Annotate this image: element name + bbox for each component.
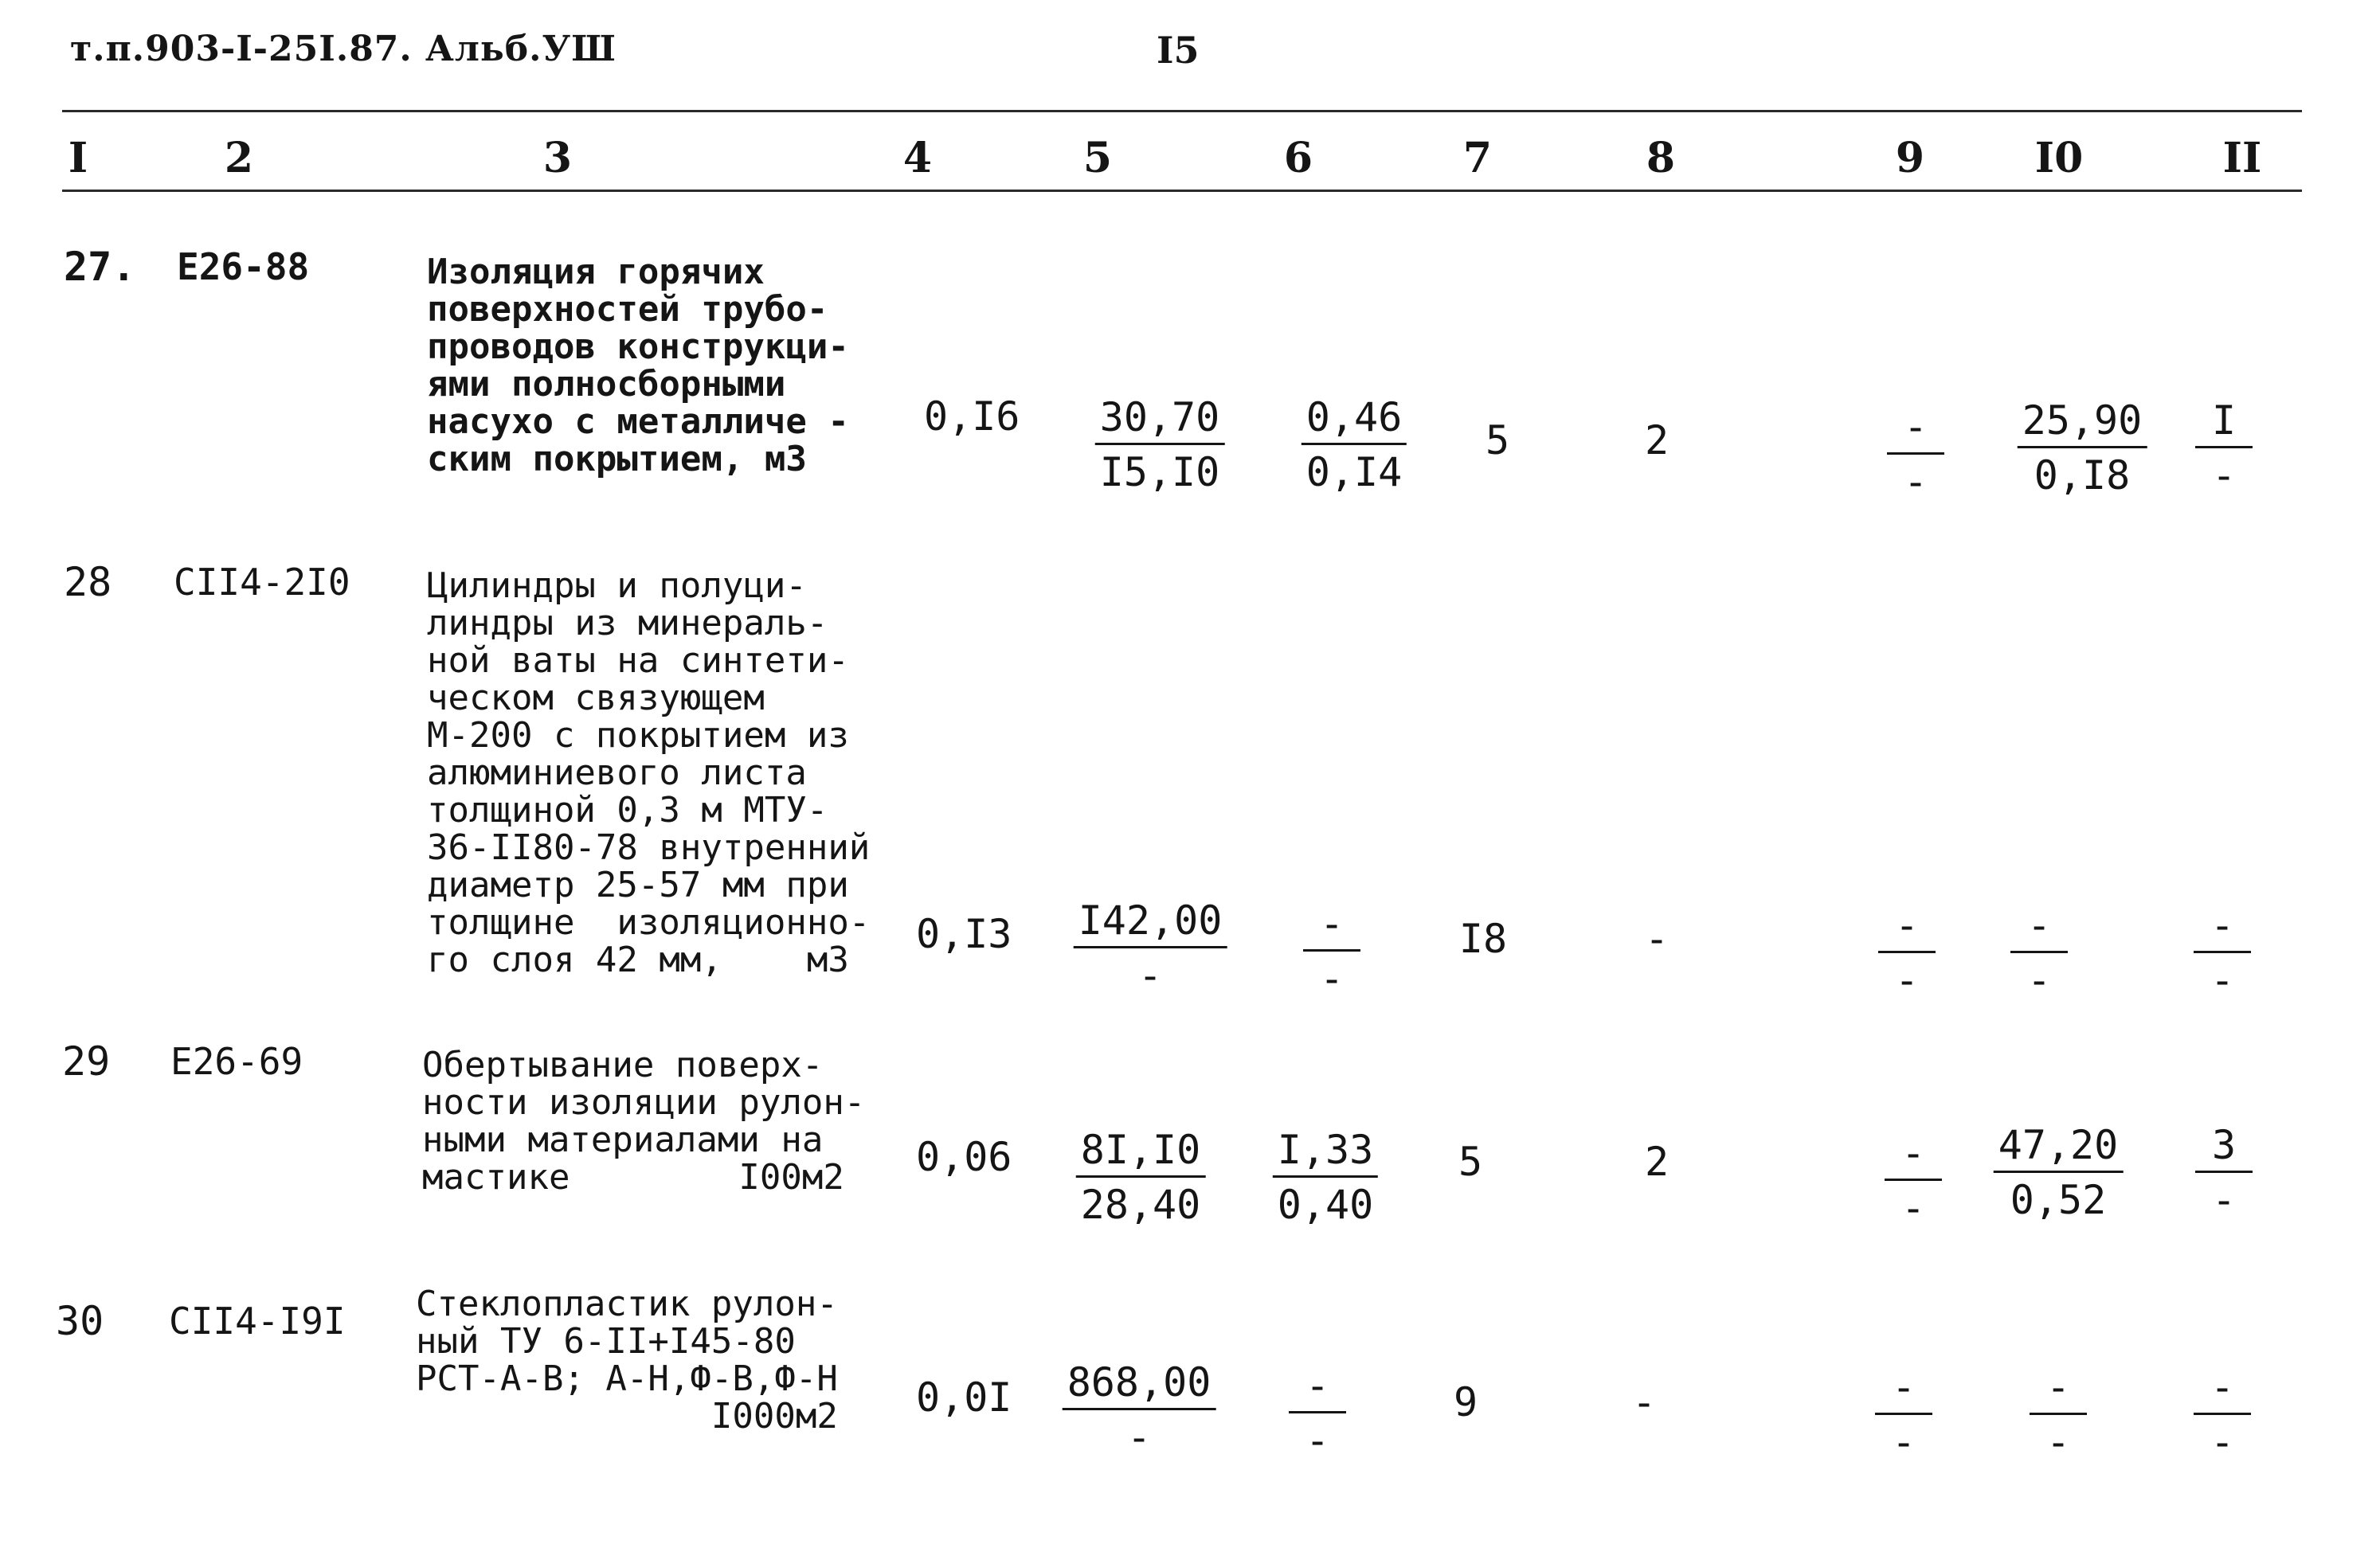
value-col-6-top: 0,46 [1302,395,1407,445]
row-number: 28 [64,559,112,605]
table-top-rule [62,110,2302,112]
value-col-9-bottom: - [1891,1419,1916,1465]
value-col-6-top: - [1303,901,1360,952]
value-col-6-bottom: 0,I4 [1305,449,1403,495]
row-number: 29 [62,1038,111,1085]
row-number: 30 [56,1298,104,1344]
value-col-5 [1095,395,1225,495]
value-col-9-top: - [1887,405,1944,455]
value-col-5 [1074,898,1227,998]
value-col-5 [1076,1128,1206,1227]
value-col-11 [2195,398,2253,498]
column-number-8: 8 [1646,134,1676,182]
value-col-5-bottom: - [1137,952,1163,999]
value-col-6-bottom: 0,40 [1277,1182,1374,1228]
value-col-11-top: - [2194,1365,2251,1415]
row-description: Изоляция горячих поверхностей трубо- проводов конструкци- ями полносборными насухо с металличе - ским покрытием, м3 [427,252,849,479]
value-col-9 [1875,1365,1932,1464]
row-code: СII4-I9I [169,1300,346,1343]
row-description: Цилиндры и полуци- линдры из минераль- ной ваты на синтети- ческом связующем М-200 с покрытием из алюминиевого листа толщиной 0,3 м МТУ- 36-II80-78 внутренний диаметр 25-57 мм при толщине изоляционно- го слоя 42 мм, м3 [427,565,871,980]
value-col-10-bottom: - [2026,957,2052,1003]
value-col-4: 0,06 [916,1134,1012,1180]
column-number-5: 5 [1082,134,1113,182]
row-number: 27. [64,244,136,290]
column-number-4: 4 [902,134,933,182]
value-col-9 [1878,903,1936,1003]
value-col-6 [1302,395,1407,495]
value-col-4: 0,I6 [924,393,1020,440]
value-col-11-bottom: - [2211,1177,2237,1223]
value-col-10 [2010,903,2068,1003]
value-col-7: 5 [1485,417,1510,463]
column-number-2: 2 [224,134,254,182]
value-col-10 [2018,398,2147,498]
value-col-9-bottom: - [1894,957,1920,1003]
value-col-9 [1885,1131,1942,1230]
value-col-9-bottom: - [1903,459,1928,505]
value-col-9-top: - [1875,1365,1932,1415]
value-col-11-top: I [2195,398,2253,448]
value-col-5-top: 8I,I0 [1076,1128,1206,1178]
column-number-9: 9 [1895,134,1925,182]
value-col-11 [2195,1123,2253,1222]
value-col-5-top: 30,70 [1095,395,1225,445]
value-col-8: 2 [1644,417,1670,463]
column-number-10: I0 [2034,134,2084,182]
column-number-7: 7 [1462,134,1493,182]
column-number-1: I [68,134,88,182]
value-col-10 [1994,1123,2124,1222]
value-col-6 [1273,1128,1378,1227]
page-number: I5 [1157,29,1200,72]
value-col-10-top: - [2030,1365,2087,1415]
value-col-6 [1303,901,1360,1001]
value-col-9 [1887,405,1944,504]
value-col-6-bottom: - [1305,1417,1330,1464]
column-number-6: 6 [1283,134,1313,182]
value-col-9-top: - [1885,1131,1942,1181]
value-col-5-bottom: - [1126,1414,1152,1460]
table-header-rule [62,190,2302,192]
value-col-6-top: I,33 [1273,1128,1378,1178]
value-col-9-bottom: - [1900,1185,1926,1231]
value-col-10-bottom: - [2045,1419,2071,1465]
column-number-11: II [2222,134,2262,182]
value-col-4: 0,I3 [916,911,1012,957]
value-col-4: 0,0I [916,1374,1012,1421]
value-col-11 [2194,1365,2251,1464]
value-col-6 [1289,1363,1346,1463]
row-description: Обертывание поверх- ности изоляции рулон- ными материалами на мастике I00м2 [422,1045,866,1198]
value-col-10-top: 47,20 [1994,1123,2124,1173]
row-code: Е26-69 [170,1040,303,1083]
value-col-8: - [1631,1379,1657,1425]
value-col-5-top: I42,00 [1074,898,1227,948]
value-col-6-top: - [1289,1363,1346,1413]
value-col-5-bottom: I5,I0 [1099,449,1220,495]
value-col-11-top: 3 [2195,1123,2253,1173]
value-col-7: I8 [1458,916,1508,962]
value-col-11-top: - [2194,903,2251,953]
column-number-3: 3 [542,134,573,182]
value-col-11 [2194,903,2251,1003]
value-col-9-top: - [1878,903,1936,953]
value-col-5 [1063,1360,1216,1460]
value-col-11-bottom: - [2211,452,2237,498]
value-col-11-bottom: - [2210,1419,2235,1465]
value-col-8: 2 [1644,1139,1670,1185]
document-code: т.п.903-I-25I.87. Альб.УШ [70,29,617,69]
value-col-10-bottom: 0,52 [2010,1177,2107,1223]
value-col-10-bottom: 0,I8 [2034,452,2131,498]
row-code: Е26-88 [177,245,310,288]
row-description: Стеклопластик рулон- ный ТУ 6-II+I45-80 РСТ-А-В; А-Н,Ф-В,Ф-Н I000м2 [416,1284,838,1437]
value-col-7: 5 [1458,1139,1483,1185]
value-col-7: 9 [1453,1379,1478,1425]
value-col-6-bottom: - [1319,956,1345,1002]
value-col-10 [2030,1365,2087,1464]
value-col-5-top: 868,00 [1063,1360,1216,1410]
row-code: СII4-2I0 [174,561,350,604]
value-col-10-top: 25,90 [2018,398,2147,448]
value-col-8: - [1644,916,1670,962]
value-col-10-top: - [2010,903,2068,953]
value-col-11-bottom: - [2210,957,2235,1003]
value-col-5-bottom: 28,40 [1080,1182,1201,1228]
